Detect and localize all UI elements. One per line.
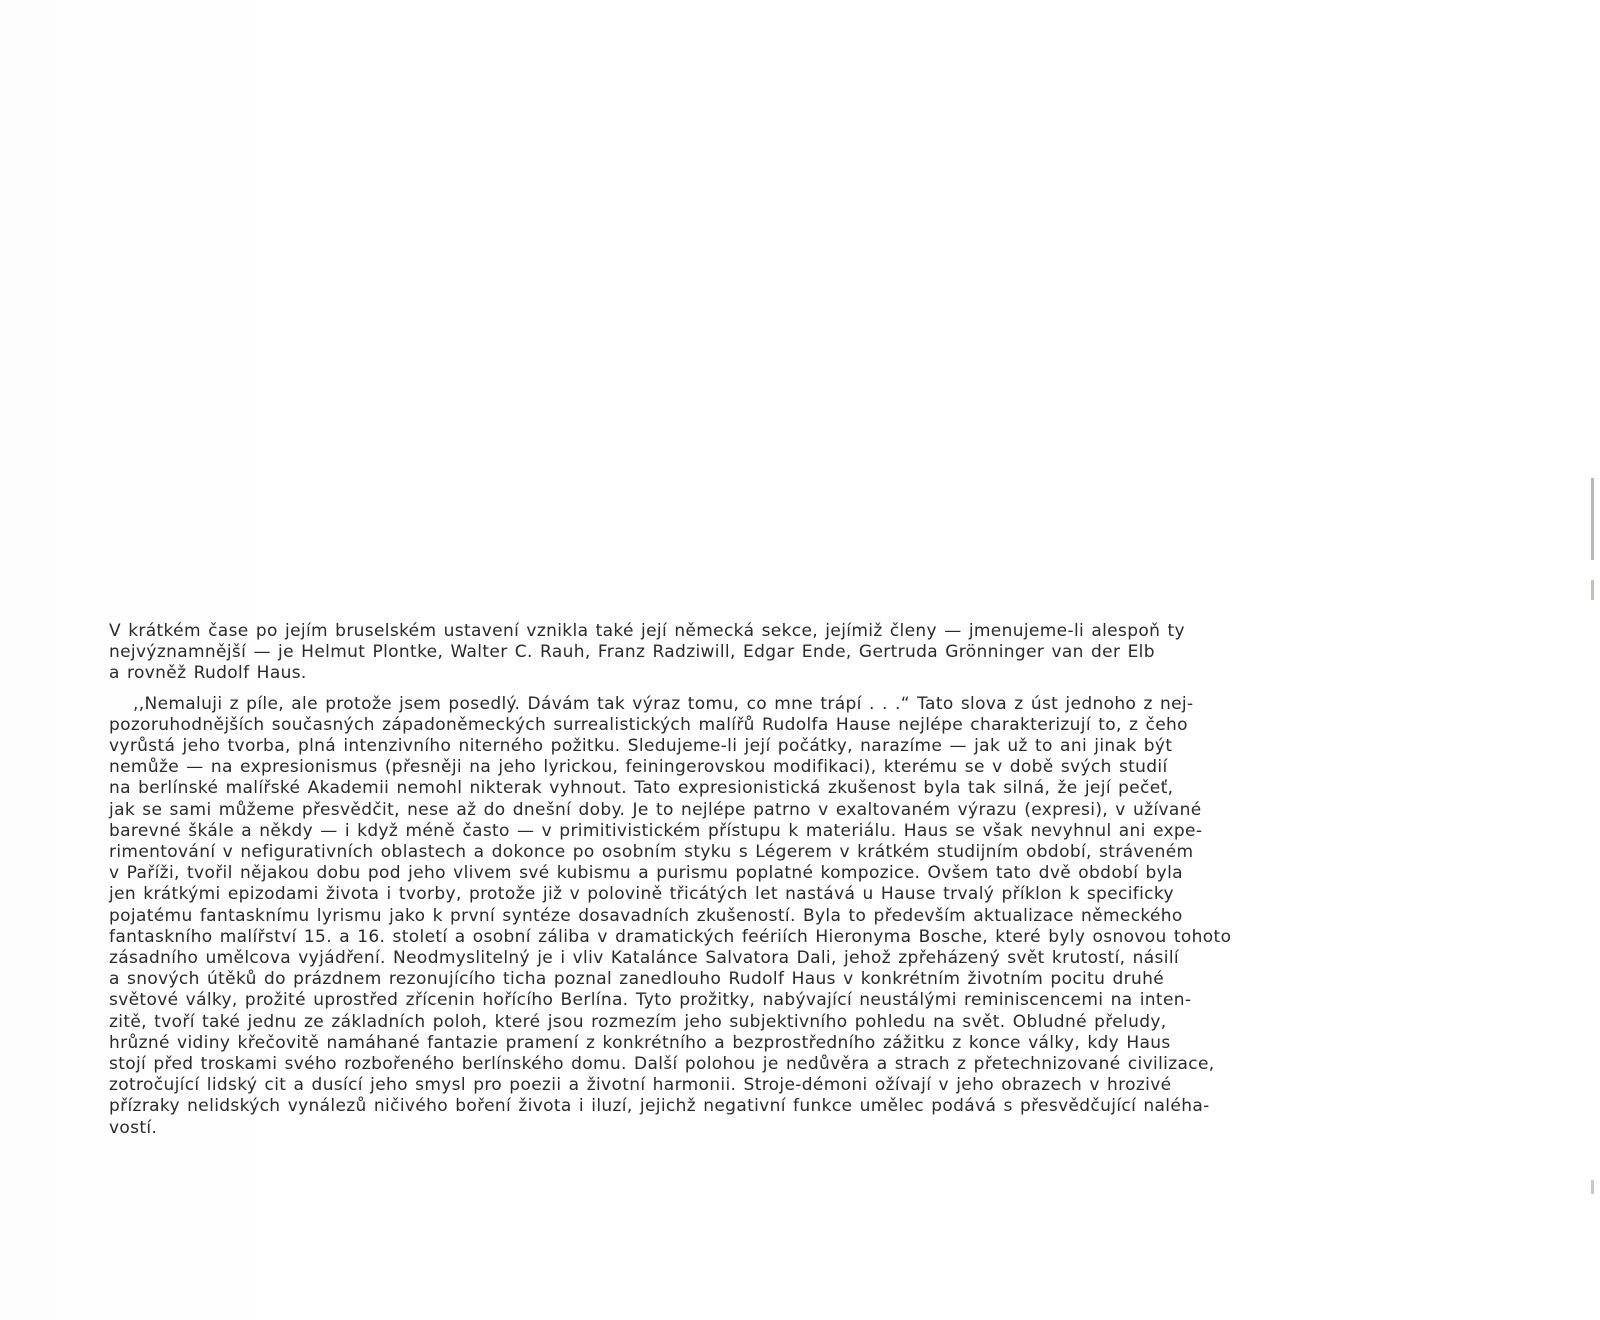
body-text: [109, 621, 1324, 1139]
page-edge-mark: [1591, 580, 1594, 600]
paragraph-2: ,,Nemaluji z píle, ale protože jsem posedlý. Dávám tak výraz tomu, co mne trápí . . .“ Tato slova z úst jednoho z nej- pozoruhodnějších současných západoněmeckých surrealistických malířů Rudolfa Hause nejlépe charakterizují to, z čeho vyrůstá jeho tvorba, plná intenzivního niterného požitku. Sledujeme-li její počátky, narazíme — jak už to ani jinak být nemůže — na expresionismus (přesněji na jeho lyrickou, feiningerovskou modifikaci), kterému se v době svých studií na berlínské malířské Akademii nemohl nikterak vyhnout. Tato expresionistická zkušenost byla tak silná, že její pečeť, jak se sami můžeme přesvědčit, nese až do dnešní doby. Je to nejlépe patrno v exaltovaném výrazu (expresi), v užívané barevné škále a někdy — i když méně často — v primitivistickém přístupu k materiálu. Haus se však nevyhnul ani expe- rimentování v nefigurativních oblastech a dokonce po osobním styku s Légerem v krátkém studijním období, stráveném v Paříži, tvořil nějakou dobu pod jeho vlivem své kubismu a purismu poplatné kompozice. Ovšem tato dvě období byla jen krátkými epizodami života i tvorby, protože již v polovině třicátých let nastává u Hause trvalý příklon k specificky pojatému fantasknímu lyrismu jako k první syntéze dosavadních zkušeností. Byla to především aktualizace německého fantaskního malířství 15. a 16. století a osobní záliba v dramatických feériích Hieronyma Bosche, které byly osnovou tohoto zásadního umělcova vyjádření. Neodmyslitelný je i vliv Katalánce Salvatora Dali, jehož zpřeházený svět krutostí, násilí a snových útěků do prázdnem rezonujícího ticha poznal zanedlouho Rudolf Haus v konkrétním životním pocitu druhé světové války, prožité uprostřed zřícenin hořícího Berlína. Tyto prožitky, nabývající neustálými reminiscencemi na inten- zitě, tvoří také jednu ze základních poloh, které jsou rozmezím jeho subjektivního pohledu na svět. Obludné přeludy, hrůzné vidiny křečovitě namáhané fantazie pramení z konkrétního a bezprostředního zážitku z konce války, kdy Haus stojí před troskami svého rozbořeného berlínského domu. Další polohou je nedůvěra a strach z přetechnizované civilizace, zotročující lidský cit a dusící jeho smysl pro poezii a životní harmonii. Stroje-démoni ožívají v jeho obrazech v hrozivé přízraky nelidských vynálezů ničivého boření života i iluzí, jejichž negativní funkce umělec podává s přesvědčující naléha- vostí.: [109, 693, 1232, 1138]
page-edge-mark: [1591, 478, 1594, 560]
page-edge-mark: [1591, 1180, 1594, 1194]
paragraph-1: V krátkém čase po jejím bruselském ustavení vznikla také její německá sekce, jejímiž členy — jmenujeme-li alespoň ty nejvýznamnější — je Helmut Plontke, Walter C. Rauh, Franz Radziwill, Edgar Ende, Gertruda Grönninger van der Elb a rovněž Rudolf Haus.: [109, 621, 1185, 684]
